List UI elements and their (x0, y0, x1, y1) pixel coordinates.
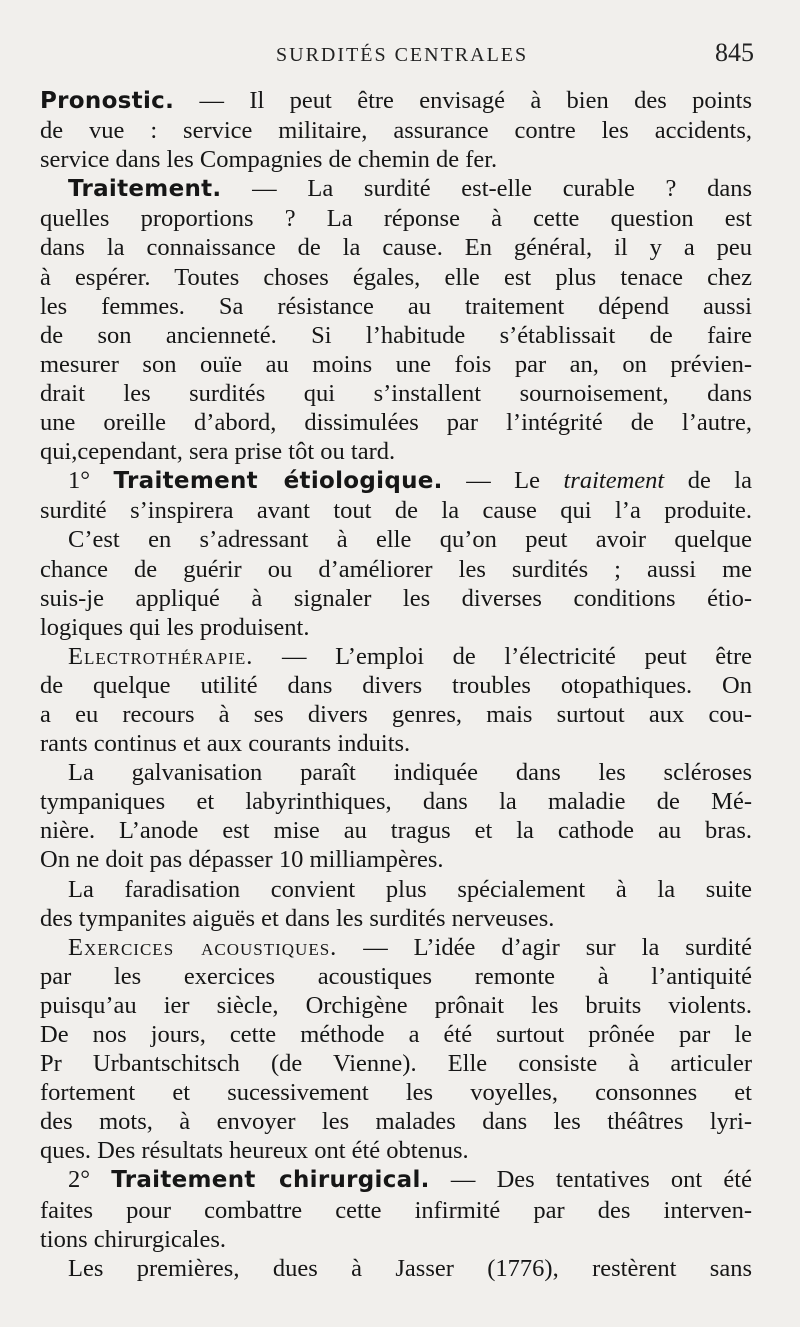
text-run: Les premières, dues à Jasser (1776), restèrent sans (68, 1254, 752, 1282)
text-run: — L’idée d’agir sur la surdité (337, 933, 752, 961)
text-run: dans la connaissance de la cause. En général, il y a peu (40, 234, 752, 262)
text-line (40, 845, 752, 874)
text-line (40, 466, 752, 496)
text-run: — Des tentatives ont été (429, 1166, 752, 1194)
text-line (40, 671, 752, 700)
text-run: de son ancienneté. Si l’habitude s’établissait de faire (40, 321, 752, 349)
text-run: surdité s’inspirera avant tout de la cause qui l’a produite. (40, 497, 752, 525)
text-line (40, 729, 752, 758)
text-line (40, 1107, 752, 1136)
text-run: De nos jours, cette méthode a été surtout prônée par le (40, 1021, 752, 1048)
text-run: une oreille d’abord, dissimulées par l’intégrité de l’autre, (40, 409, 752, 437)
text-line (40, 1049, 752, 1078)
text-line (40, 555, 752, 584)
text-run: de vue : service militaire, assurance contre les accidents, (40, 117, 752, 145)
text-run: qui,cependant, sera prise tôt ou tard. (40, 438, 396, 466)
text-line (40, 991, 752, 1020)
text-line (40, 1196, 752, 1225)
text-line (40, 1165, 752, 1195)
text-run: rants continus et aux courants induits. (40, 730, 411, 758)
text-line (40, 962, 752, 991)
text-run: — Le (442, 467, 564, 495)
text-run: nière. L’anode est mise au tragus et la cathode au bras. (40, 817, 752, 845)
text-run: — L’emploi de l’électricité peut être (253, 642, 752, 670)
italic-text: traitement (563, 467, 665, 495)
text-line (40, 233, 752, 262)
text-line (40, 292, 752, 321)
text-run: à espérer. Toutes choses égales, elle est plus tenace chez (40, 263, 752, 291)
text-line (40, 525, 752, 554)
text-run: C’est en s’adressant à elle qu’on peut avoir quelque (68, 526, 752, 554)
page-number: 845 (715, 38, 754, 67)
text-line (40, 437, 752, 466)
text-run: La galvanisation paraît indiquée dans les scléroses (68, 759, 752, 787)
running-title: SURDITÉS CENTRALES (276, 44, 529, 66)
text-line (40, 145, 752, 174)
text-line (40, 1078, 752, 1107)
text-run: ques. Des résultats heureux ont été obtenus. (40, 1137, 469, 1165)
text-line (40, 350, 752, 379)
section-heading: Pronostic. (40, 88, 175, 114)
text-run: Pr Urbantschitsch (de Vienne). Elle consiste à articuler (40, 1050, 752, 1078)
text-run: 1° (68, 467, 114, 495)
text-line (40, 584, 752, 613)
text-line (40, 758, 752, 787)
subsection-heading: Electrothérapie. (68, 642, 254, 670)
text-line (40, 204, 752, 233)
text-line (40, 408, 752, 437)
text-run: faites pour combattre cette infirmité par des interven- (40, 1196, 752, 1224)
text-line (40, 787, 752, 816)
text-line (40, 642, 752, 671)
text-run: On ne doit pas dépasser 10 milliampères. (40, 846, 444, 874)
section-heading: Traitement chirurgical. (111, 1167, 430, 1194)
text-run: tympaniques et labyrinthiques, dans la maladie de Mé- (40, 788, 752, 816)
text-run: mesurer son ouïe au moins une fois par an, on prévien- (40, 350, 752, 378)
text-line (40, 379, 752, 408)
text-line (40, 496, 752, 525)
text-run: — Il peut être envisagé à bien des points (174, 87, 752, 114)
text-run: logiques qui les produisent. (40, 613, 310, 641)
text-line (40, 816, 752, 845)
text-line (40, 1020, 752, 1049)
text-run: suis-je appliqué à signaler les diverses conditions étio- (40, 584, 752, 612)
text-run: service dans les Compagnies de chemin de fer. (40, 146, 498, 174)
text-run: a eu recours à ses divers genres, mais surtout aux cou- (40, 700, 752, 728)
text-run: puisqu’au ier siècle, Orchigène prônait les bruits violents. (40, 991, 752, 1019)
text-run: de la (664, 467, 752, 495)
text-run: La faradisation convient plus spécialement à la suite (68, 875, 752, 903)
text-line (40, 613, 752, 642)
text-run: des tympanites aiguës et dans les surdités nerveuses. (40, 904, 555, 932)
body-text (40, 86, 752, 1283)
text-line (40, 1254, 752, 1283)
text-run: les femmes. Sa résistance au traitement dépend aussi (40, 292, 752, 320)
text-line (40, 86, 752, 116)
subsection-heading: Exercices acoustiques. (68, 933, 338, 961)
text-run: tions chirurgicales. (40, 1225, 226, 1253)
text-line (40, 1136, 752, 1165)
text-run: quelles proportions ? La réponse à cette question est (40, 205, 752, 233)
text-line (40, 321, 752, 350)
text-line (40, 116, 752, 145)
text-run: chance de guérir ou d’améliorer les surdités ; aussi me (40, 555, 752, 583)
text-run: 2° (68, 1166, 112, 1194)
text-line (40, 875, 752, 904)
text-run: par les exercices acoustiques remonte à l’antiquité (40, 962, 752, 990)
text-run: drait les surdités qui s’installent sournoisement, dans (40, 379, 752, 407)
text-line (40, 1225, 752, 1254)
section-heading: Traitement. (68, 176, 222, 203)
text-run: de quelque utilité dans divers troubles otopathiques. On (40, 671, 752, 699)
section-heading: Traitement étiologique. (113, 468, 443, 495)
text-line (40, 700, 752, 729)
text-run: des mots, à envoyer les malades dans les théâtres lyri- (40, 1108, 752, 1136)
text-line (40, 904, 752, 933)
text-line (40, 263, 752, 292)
text-line (40, 933, 752, 962)
page-header (40, 0, 754, 74)
text-line (40, 174, 752, 204)
text-run: fortement et sucessivement les voyelles, consonnes et (40, 1079, 752, 1107)
text-run: — La surdité est-elle curable ? dans (221, 175, 752, 203)
